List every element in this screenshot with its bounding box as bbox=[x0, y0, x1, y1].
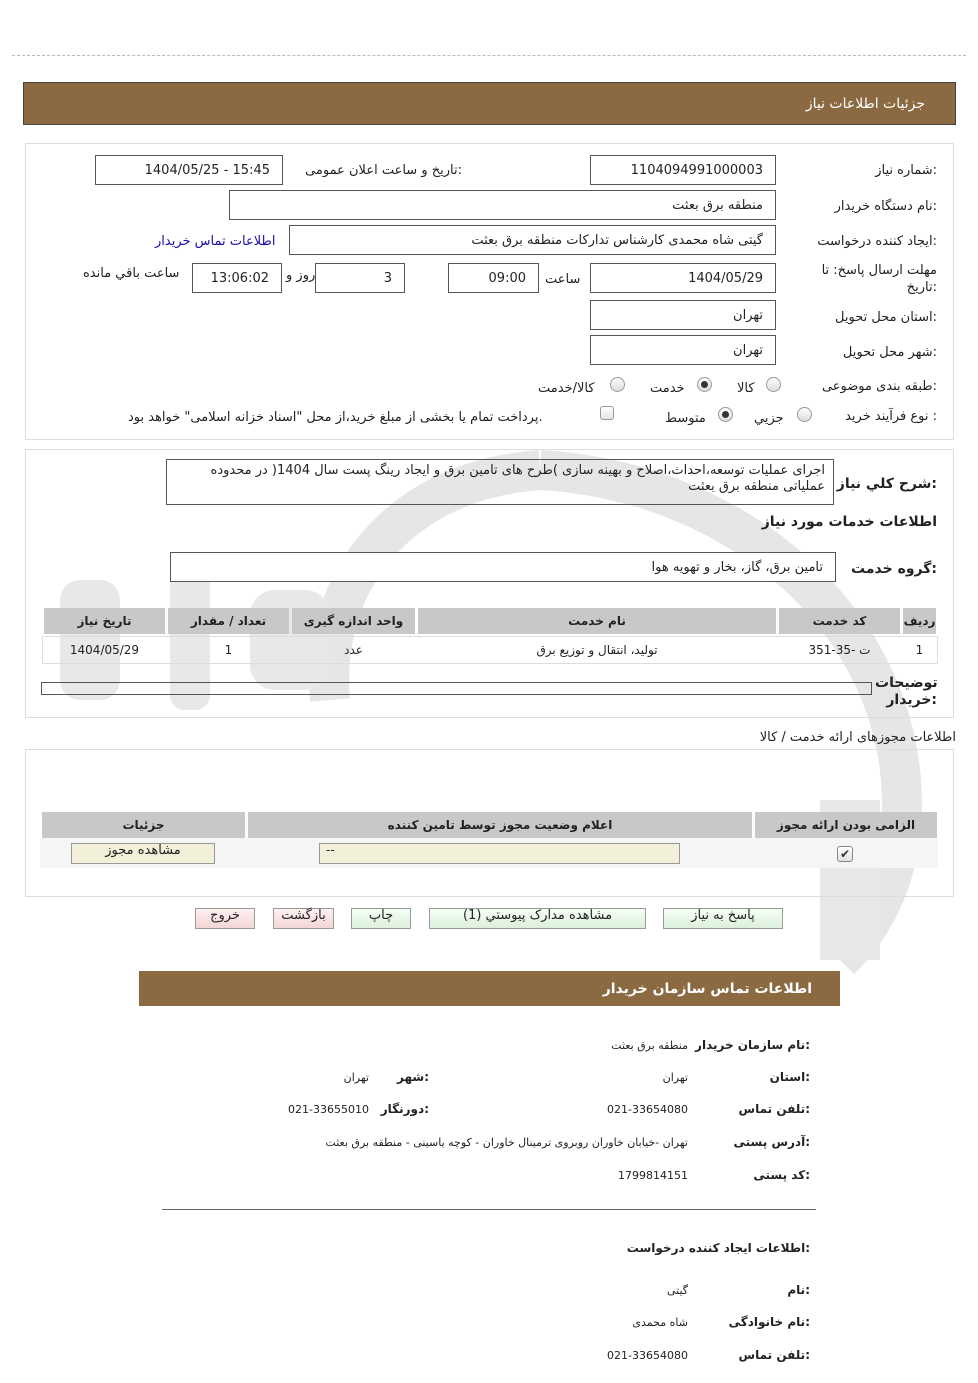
city-field[interactable]: تهران bbox=[590, 335, 776, 365]
city-label: شهر محل تحویل: bbox=[842, 345, 937, 360]
contact-title: اطلاعات تماس سازمان خریدار bbox=[602, 981, 812, 997]
process-label: نوع فرآیند خرید : bbox=[845, 409, 937, 424]
announce-field[interactable]: 1404/05/25 - 15:45 bbox=[95, 155, 283, 185]
cell-qty: 1 bbox=[224, 643, 233, 657]
col-qty-header: تعداد / مقدار bbox=[168, 608, 289, 634]
payment-checkbox[interactable] bbox=[600, 406, 614, 420]
permit-status-field[interactable]: -- bbox=[319, 843, 680, 864]
deadline-date-field[interactable]: 1404/05/29 bbox=[590, 263, 776, 293]
buyer-label: نام دستگاه خریدار: bbox=[834, 199, 937, 214]
days-field[interactable]: 3 bbox=[315, 263, 405, 293]
deadline-time-field[interactable]: 09:00 bbox=[448, 263, 539, 293]
province-label: استان محل تحویل: bbox=[835, 310, 937, 325]
postal-value: 1799814151 bbox=[618, 1169, 688, 1182]
announce-label: تاریخ و ساعت اعلان عمومی: bbox=[305, 163, 462, 178]
cell-date: 1404/05/29 bbox=[69, 643, 140, 657]
remaining-label: ساعت باقي مانده bbox=[83, 266, 180, 281]
view-documents-button[interactable]: مشاهده مدارک پیوستي (1) bbox=[429, 908, 646, 929]
creator-name-value: گیتی bbox=[666, 1284, 688, 1297]
org-value: منطقه برق بعثت bbox=[611, 1039, 688, 1052]
creator-label: ایجاد کننده درخواست: bbox=[817, 234, 937, 249]
deadline-label: مهلت ارسال پاسخ: تا تاریخ: bbox=[821, 263, 937, 295]
description-field[interactable]: اجرای عملیات توسعه،احداث،اصلاح و بهینه سازی )طرح های تامین برق و ایجاد رینگ پست سال 1404( در محدوده عملیاتی منطقه برق بعثت bbox=[166, 459, 834, 505]
deadline-time-label: ساعت bbox=[545, 272, 581, 287]
phone-value: 021-33654080 bbox=[607, 1103, 688, 1116]
creator-family-label: نام خانوادگی: bbox=[728, 1315, 810, 1329]
payment-note: پرداخت تمام یا بخشی از مبلغ خرید،از محل "اسناد خزانه اسلامی" خواهد بود. bbox=[128, 410, 543, 425]
category-radio-service[interactable] bbox=[697, 377, 712, 392]
cell-unit: عدد bbox=[344, 643, 363, 657]
description-label: شرح کلي نياز: bbox=[836, 476, 937, 492]
days-label: روز و bbox=[286, 268, 316, 283]
category-radio-goods[interactable] bbox=[766, 377, 781, 392]
permit-required-checkbox: ✔ bbox=[837, 846, 853, 862]
creator-family-value: شاه محمدی bbox=[632, 1316, 688, 1329]
service-group-label: گروه خدمت: bbox=[851, 561, 937, 577]
view-permit-button[interactable]: مشاهده مجوز bbox=[71, 843, 215, 864]
contact-city-value: تهران bbox=[343, 1071, 369, 1084]
category-option-goods: کالا bbox=[737, 381, 755, 396]
cell-row: 1 bbox=[915, 643, 924, 657]
creator-phone-value: 021-33654080 bbox=[607, 1349, 688, 1362]
province-field[interactable]: تهران bbox=[590, 300, 776, 330]
category-option-both: کالا/خدمت bbox=[538, 381, 595, 396]
process-radio-minor[interactable] bbox=[797, 407, 812, 422]
creator-phone-label: تلفن تماس: bbox=[738, 1348, 810, 1362]
category-option-service: خدمت bbox=[650, 381, 685, 396]
col-unit-header: واحد اندازه گیری bbox=[292, 608, 415, 634]
print-button[interactable]: چاپ bbox=[351, 908, 411, 929]
contact-header bbox=[139, 971, 840, 1006]
top-divider bbox=[12, 55, 966, 56]
cell-code: ت -35-351 bbox=[808, 643, 871, 657]
fax-label: دورنگار: bbox=[380, 1102, 429, 1116]
col-code-header: کد خدمت bbox=[779, 608, 900, 634]
buyer-notes-label: توضیحات خریدار: bbox=[875, 675, 938, 708]
page-title: جزئیات اطلاعات نیاز bbox=[805, 96, 925, 112]
process-radio-medium[interactable] bbox=[718, 407, 733, 422]
contact-province-value: تهران bbox=[662, 1071, 688, 1084]
creator-field[interactable]: گیتی شاه محمدی کارشناس تدارکات منطقه برق بعثت bbox=[289, 225, 776, 255]
service-group-field[interactable]: تامین برق، گاز، بخار و تهویه هوا bbox=[170, 552, 836, 582]
col-name-header: نام خدمت bbox=[418, 608, 776, 634]
exit-button[interactable]: خروج bbox=[195, 908, 255, 929]
col-permit-status-header: اعلام وضعیت مجوز توسط تامین کننده bbox=[248, 812, 752, 838]
reply-button[interactable]: پاسخ به نياز bbox=[663, 908, 783, 929]
need-number-label: شماره نیاز: bbox=[875, 163, 937, 178]
services-title: اطلاعات خدمات مورد نیاز bbox=[761, 514, 937, 530]
contact-province-label: استان: bbox=[769, 1070, 810, 1084]
phone-label: تلفن تماس: bbox=[738, 1102, 810, 1116]
address-value: تهران -خیابان خاوران روبروی ترمینال خاوران - کوچه یاسینی - منطقه برق بعثت bbox=[325, 1136, 688, 1149]
address-label: آدرس پستی: bbox=[733, 1135, 810, 1149]
fax-value: 021-33655010 bbox=[288, 1103, 369, 1116]
need-number-field[interactable]: 1104094991000003 bbox=[590, 155, 776, 185]
buyer-field[interactable]: منطقه برق بعثت bbox=[229, 190, 776, 220]
permits-title: اطلاعات مجوزهای ارائه خدمت / کالا bbox=[759, 730, 956, 745]
remaining-time-field[interactable]: 13:06:02 bbox=[192, 263, 282, 293]
process-option-medium: متوسط bbox=[665, 411, 706, 426]
page-header bbox=[23, 82, 956, 125]
contact-city-label: شهر: bbox=[397, 1070, 429, 1084]
category-radio-both[interactable] bbox=[610, 377, 625, 392]
buyer-notes-field[interactable] bbox=[41, 682, 872, 695]
creator-info-title: اطلاعات ایجاد کننده درخواست: bbox=[626, 1241, 810, 1255]
org-label: نام سازمان خریدار: bbox=[695, 1038, 810, 1052]
col-permit-details-header: جزئیات bbox=[42, 812, 245, 838]
contact-buyer-link[interactable]: اطلاعات تماس خریدار bbox=[155, 234, 276, 249]
process-option-minor: جزیي bbox=[754, 411, 784, 426]
col-date-header: تاریخ نیاز bbox=[44, 608, 165, 634]
col-row-header: ردیف bbox=[903, 608, 936, 634]
postal-label: کد پستی: bbox=[753, 1168, 810, 1182]
category-label: طبقه بندی موضوعی: bbox=[821, 379, 937, 394]
cell-name: تولید، انتقال و توزیع برق bbox=[536, 643, 658, 657]
back-button[interactable]: بازگشت bbox=[273, 908, 334, 929]
creator-name-label: نام: bbox=[787, 1283, 810, 1297]
contact-divider bbox=[162, 1209, 816, 1210]
col-permit-required-header: الزامی بودن ارائه مجوز bbox=[755, 812, 937, 838]
